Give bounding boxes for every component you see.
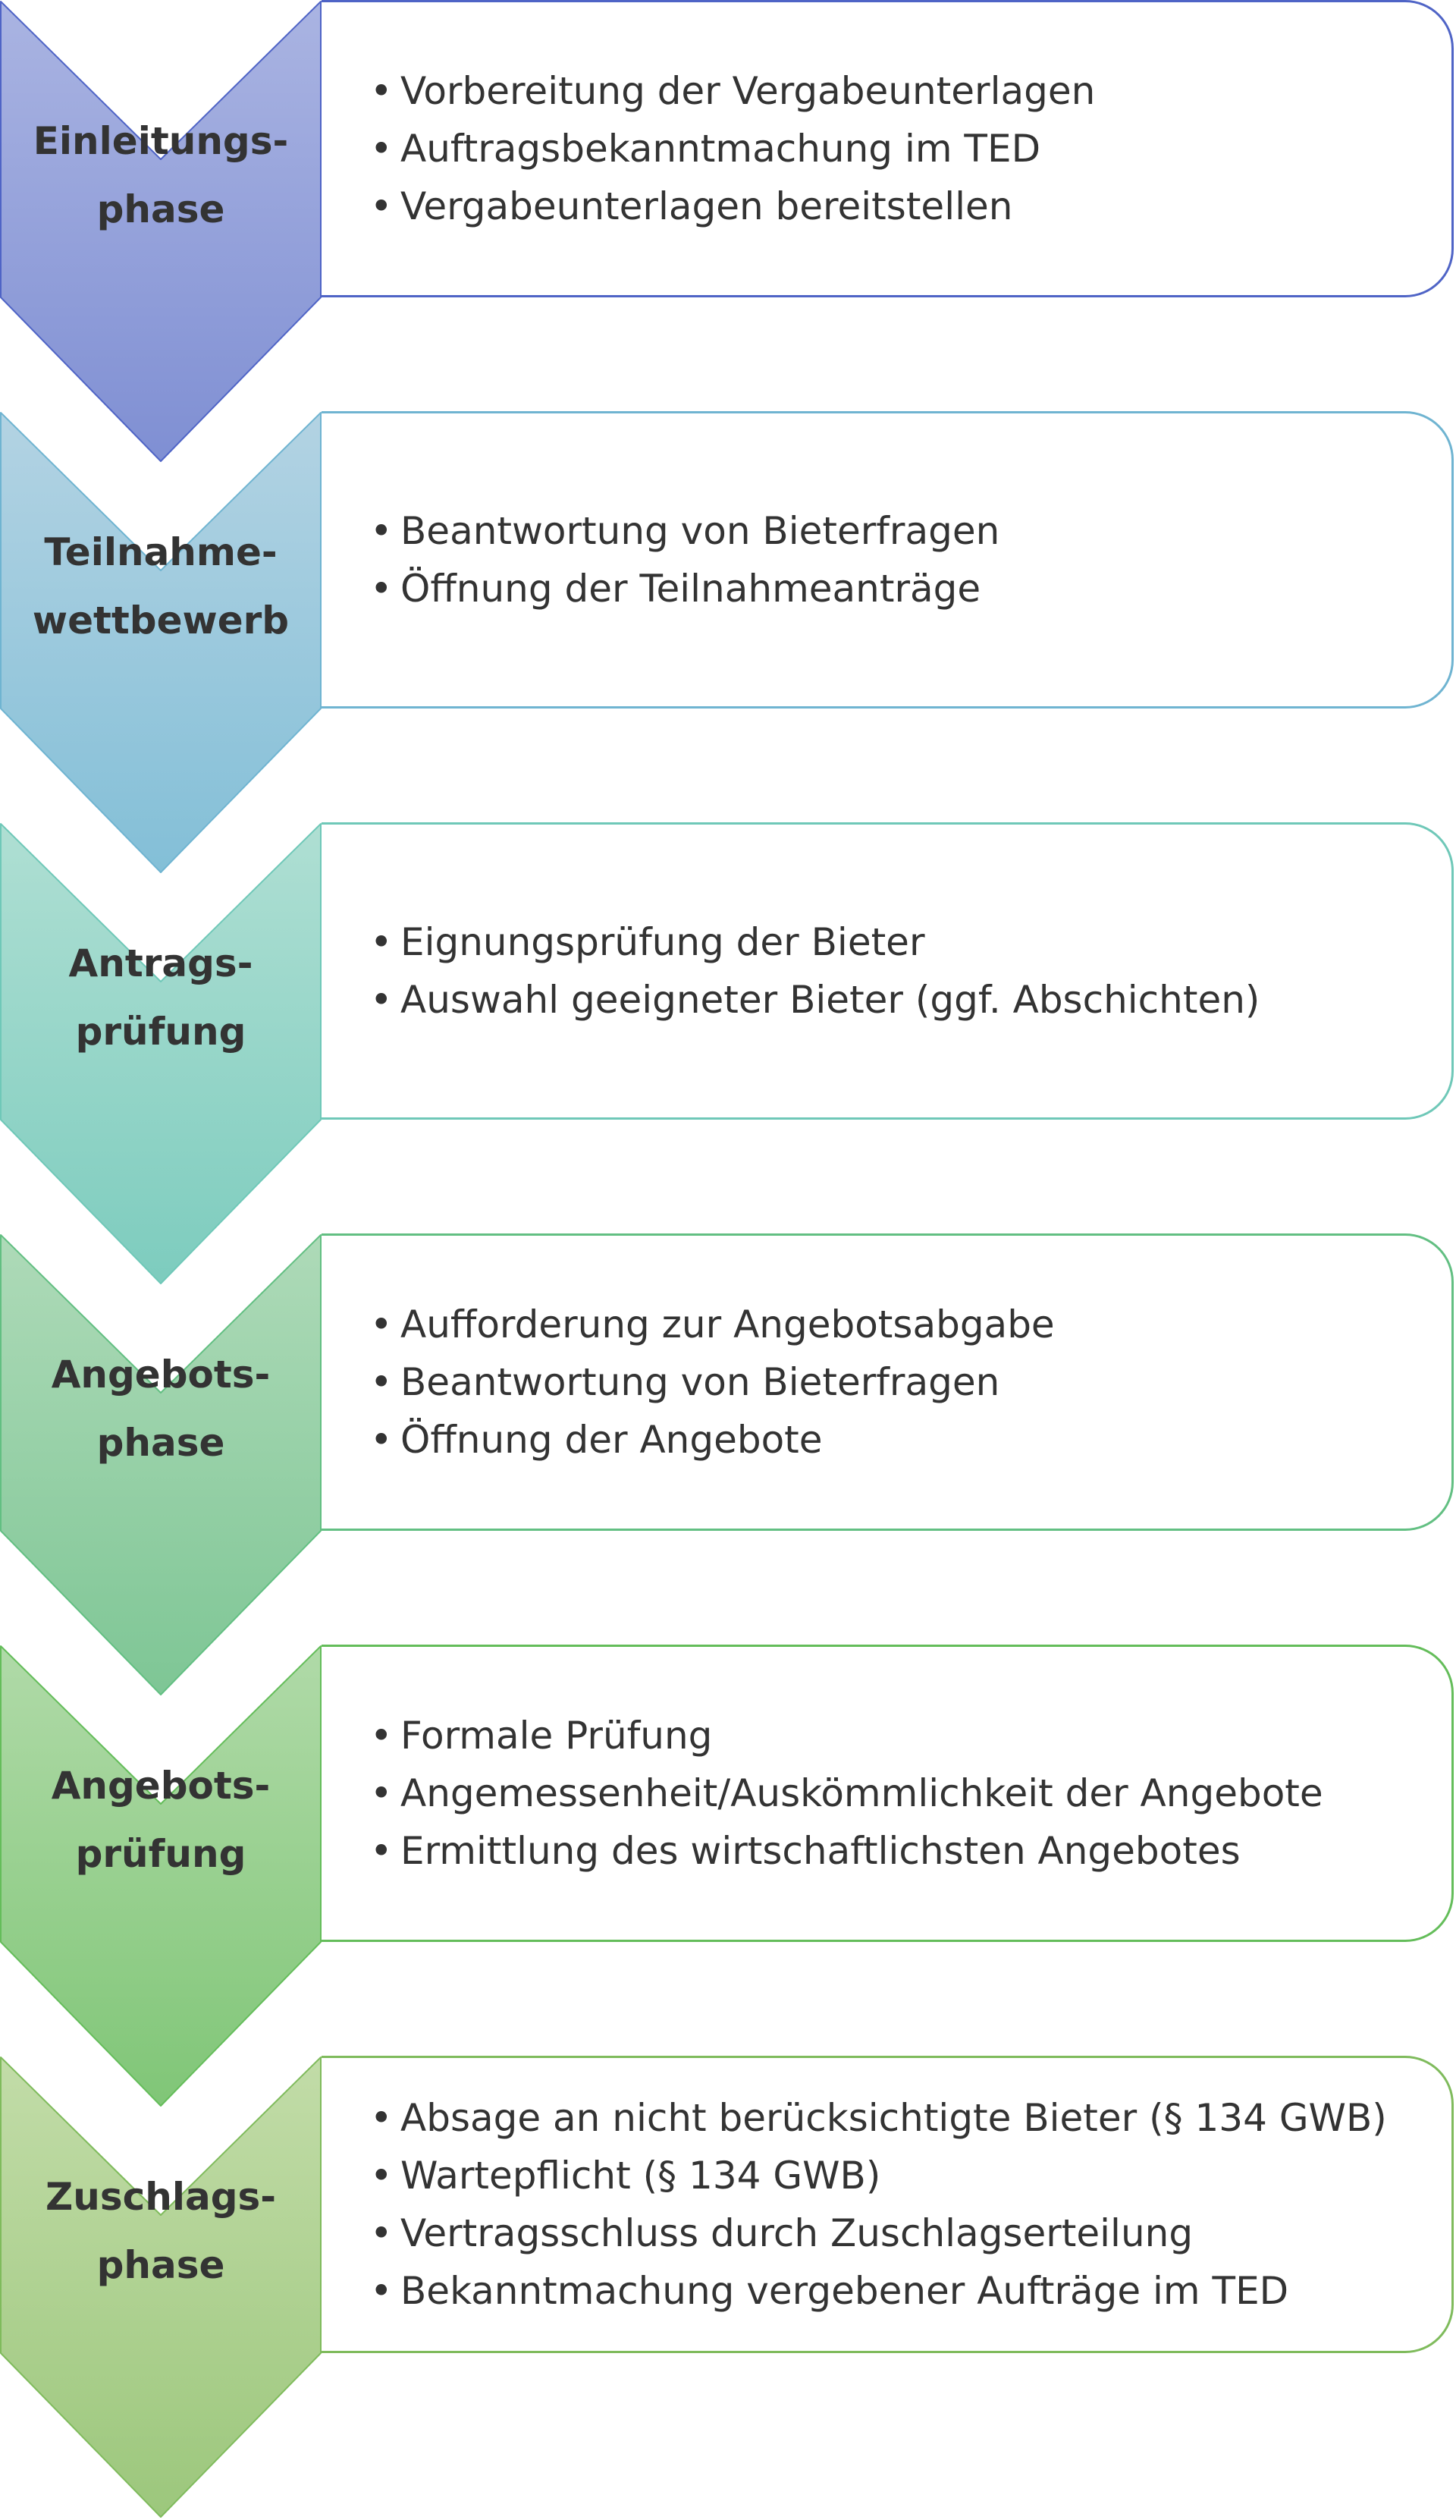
task-list-item: [370, 62, 1095, 120]
phase-step: [0, 411, 1456, 866]
bullet-icon: •: [370, 184, 393, 228]
task-list-item: [370, 2089, 1387, 2147]
phase-step: [0, 822, 1456, 1277]
phase-task-list: [322, 2089, 1387, 2320]
task-list-item: [370, 178, 1095, 235]
phase-chevron: [0, 1233, 322, 1698]
task-text: Beantwortung von Bieterfragen: [400, 1360, 1000, 1404]
task-list-item: [370, 120, 1095, 178]
bullet-icon: •: [370, 978, 393, 1022]
task-text: Vertragsschluss durch Zuschlagserteilung: [400, 2211, 1194, 2255]
task-list-item: [370, 2262, 1387, 2320]
task-text: Vorbereitung der Vergabeunterlagen: [400, 69, 1096, 113]
bullet-icon: •: [370, 2211, 393, 2255]
phase-label-line: Antrags-: [68, 941, 253, 985]
task-list-item: [370, 2204, 1387, 2262]
bullet-icon: •: [370, 2154, 393, 2198]
task-list-item: [370, 971, 1260, 1029]
bullet-icon: •: [370, 1771, 393, 1815]
chevron-arrow-shape: [1, 1646, 321, 2106]
phase-step: [0, 1645, 1456, 2100]
chevron-arrow-shape: [1, 2, 321, 461]
phase-task-list: [322, 1707, 1323, 1880]
phase-label-line: prüfung: [75, 1832, 246, 1876]
task-text: Auswahl geeigneter Bieter (ggf. Abschichten): [400, 978, 1260, 1022]
phase-step: [0, 2056, 1456, 2511]
task-list-item: [370, 560, 999, 617]
chevron-arrow-shape: [1, 2057, 321, 2517]
phase-label-line: phase: [96, 187, 225, 231]
phase-tasks-box: [322, 1645, 1454, 1942]
bullet-icon: •: [370, 69, 393, 113]
phase-label-line: Angebots-: [51, 1764, 271, 1808]
task-text: Öffnung der Teilnahmeanträge: [400, 567, 981, 611]
chevron-arrow-shape: [1, 1235, 321, 1695]
task-text: Bekanntmachung vergebener Aufträge im TED: [400, 2269, 1289, 2313]
phase-tasks-box: [322, 1233, 1454, 1531]
task-list-item: [370, 1822, 1323, 1880]
task-text: Vergabeunterlagen bereitstellen: [400, 184, 1013, 228]
task-list-item: [370, 1353, 1055, 1411]
phase-task-list: [322, 913, 1260, 1029]
bullet-icon: •: [370, 567, 393, 611]
task-list-item: [370, 1707, 1323, 1764]
phase-label-line: Angebots-: [51, 1353, 271, 1397]
task-list-item: [370, 1764, 1323, 1822]
phase-tasks-box: [322, 2056, 1454, 2353]
task-text: Wartepflicht (§ 134 GWB): [400, 2154, 881, 2198]
task-text: Beantwortung von Bieterfragen: [400, 509, 1000, 553]
task-text: Absage an nicht berücksichtigte Bieter (§ 134 GWB): [400, 2096, 1387, 2140]
phase-label-line: wettbewerb: [32, 599, 290, 643]
phase-label-line: Zuschlags-: [45, 2175, 277, 2219]
phase-task-list: [322, 1296, 1055, 1469]
bullet-icon: •: [370, 920, 393, 964]
phase-label-line: phase: [96, 2243, 225, 2287]
chevron-arrow-shape: [1, 413, 321, 872]
phase-task-list: [322, 62, 1095, 235]
phase-label-line: prüfung: [75, 1010, 246, 1054]
phase-chevron: [0, 2056, 322, 2520]
task-text: Aufforderung zur Angebotsabgabe: [400, 1302, 1055, 1346]
bullet-icon: •: [370, 1418, 393, 1462]
task-text: Ermittlung des wirtschaftlichsten Angebotes: [400, 1829, 1241, 1873]
bullet-icon: •: [370, 1714, 393, 1758]
task-list-item: [370, 913, 1260, 971]
phase-step: [0, 1233, 1456, 1689]
task-list-item: [370, 2147, 1387, 2204]
phase-tasks-box: [322, 0, 1454, 297]
phase-chevron: [0, 822, 322, 1287]
phase-tasks-box: [322, 411, 1454, 709]
task-list-item: [370, 1411, 1055, 1469]
phase-tasks-box: [322, 822, 1454, 1120]
bullet-icon: •: [370, 127, 393, 171]
bullet-icon: •: [370, 509, 393, 553]
bullet-icon: •: [370, 2269, 393, 2313]
bullet-icon: •: [370, 1360, 393, 1404]
phase-chevron: [0, 0, 322, 464]
task-text: Auftragsbekanntmachung im TED: [400, 127, 1041, 171]
task-text: Angemessenheit/Auskömmlichkeit der Angebote: [400, 1771, 1323, 1815]
bullet-icon: •: [370, 1829, 393, 1873]
phase-label-line: Einleitungs-: [33, 119, 289, 163]
chevron-arrow-shape: [1, 824, 321, 1284]
phase-label-line: Teilnahme-: [44, 530, 278, 574]
task-text: Öffnung der Angebote: [400, 1418, 823, 1462]
bullet-icon: •: [370, 2096, 393, 2140]
task-list-item: [370, 1296, 1055, 1353]
phase-step: [0, 0, 1456, 455]
phase-chevron: [0, 1645, 322, 2109]
task-list-item: [370, 502, 999, 560]
task-text: Eignungsprüfung der Bieter: [400, 920, 925, 964]
bullet-icon: •: [370, 1302, 393, 1346]
phase-chevron: [0, 411, 322, 875]
phase-label-line: phase: [96, 1421, 225, 1465]
phase-task-list: [322, 502, 999, 617]
task-text: Formale Prüfung: [400, 1714, 713, 1758]
